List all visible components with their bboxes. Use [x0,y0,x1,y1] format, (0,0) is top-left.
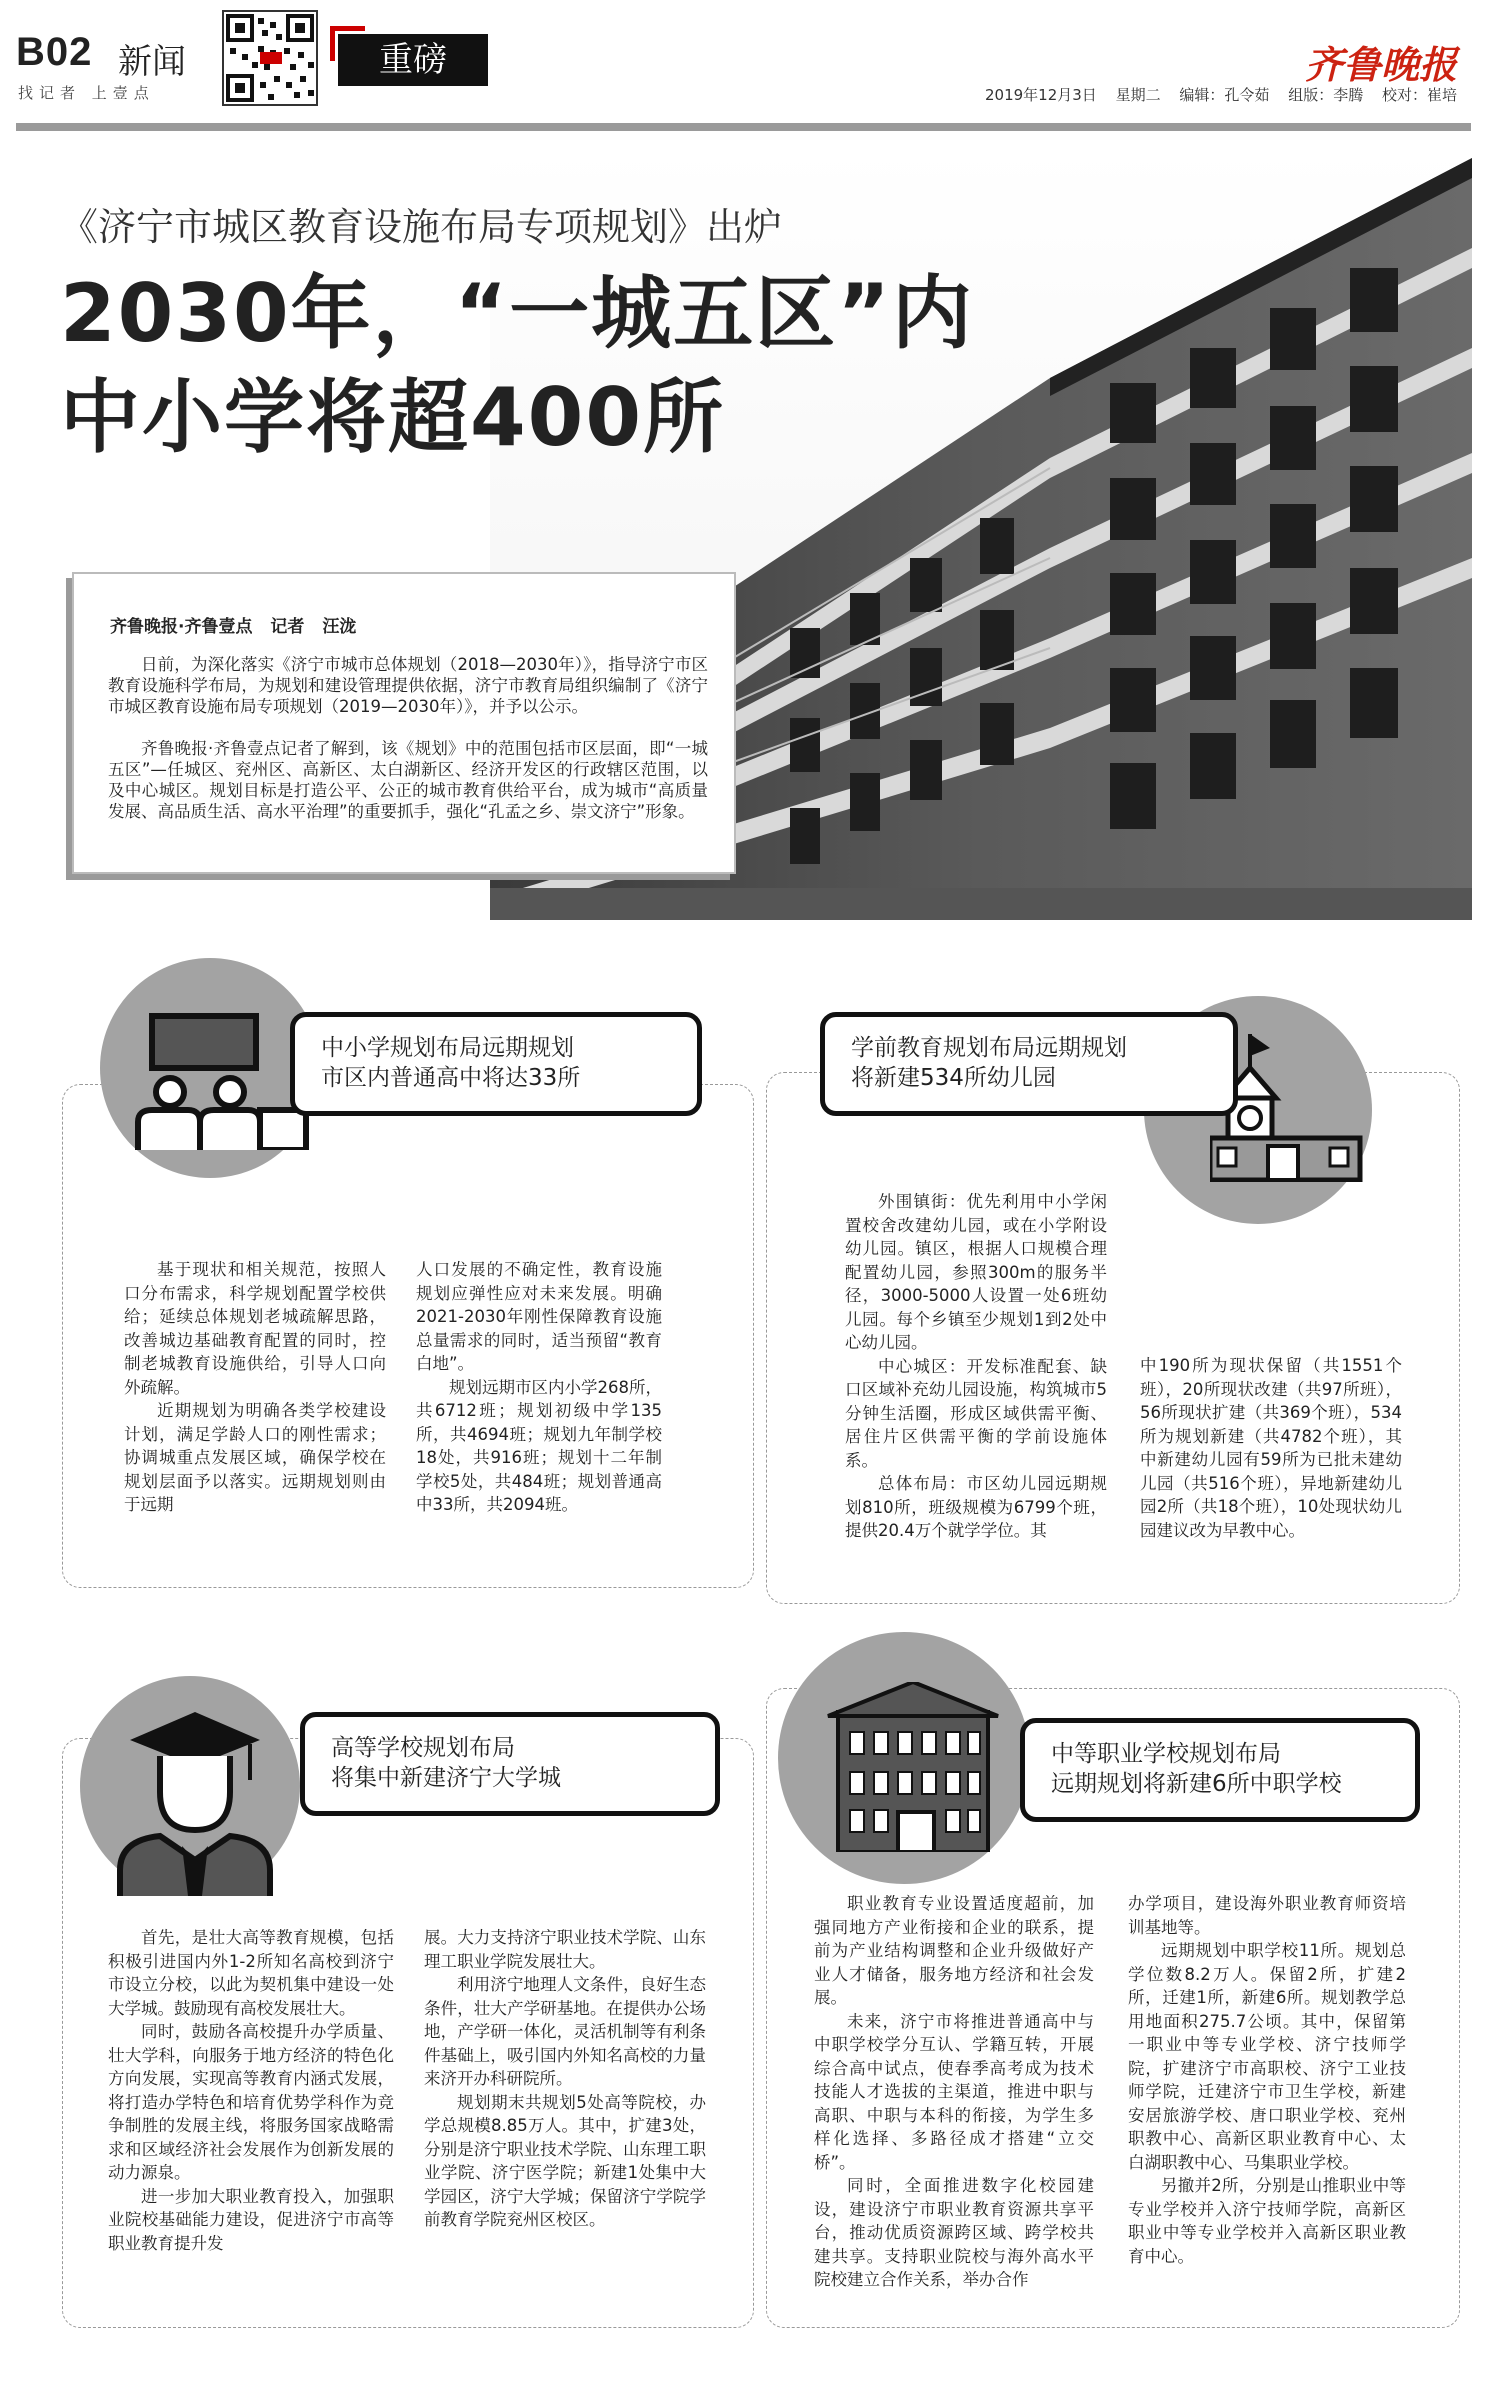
section-3-col2-para-1: 展。大力支持济宁职业技术学院、山东理工职业学院发展壮大。 [424,1928,706,1971]
article-headline [60,262,974,470]
section-tab [330,26,500,86]
section-4-col1-para-3: 同时，全面推进数字化校园建设，建设济宁市职业教育资源共享平台，推动优质资源跨区域、跨学校共建共享。支持职业院校与海外高水平院校建立合作关系，举办合作 [814,2176,1094,2289]
page-code: B02 [16,30,93,74]
section-4-title-line2: 远期规划将新建6所中职学校 [1051,1771,1342,1797]
section-2-col1-para-1: 外围镇街：优先利用中小学闲置校舍改建幼儿园，或在小学附设幼儿园。镇区，根据人口规模合理配置幼儿园，参照300m的服务半径，3000-5000人设置一处6班幼儿园。每个乡镇至少规划1到2处中心幼儿园。 [845,1192,1107,1352]
section-3-title-line2: 将集中新建济宁大学城 [331,1765,561,1791]
byline [110,612,368,637]
section-2-column-1 [845,1190,1107,1543]
section-title-bubble-1 [290,1012,702,1116]
byline-source: 齐鲁晚报·齐鲁壹点 [110,617,253,637]
byline-role: 记者 [270,617,305,637]
section-3-col1-para-2: 同时，鼓励各高校提升办学质量、壮大学科，向服务于地方经济的特色化方向发展，实现高等教育内涵式发展，将打造办学特色和培育优势学科作为竞争制胜的发展主线，将服务国家战略需求和区域经济社会发展作为创新发展的动力源泉。 [108,2022,394,2182]
byline-name: 汪泷 [322,617,357,637]
section-3-col2-para-3: 规划期末共规划5处高等院校，办学总规模8.85万人。其中，扩建3处，分别是济宁职业技术学院、山东理工职业学院、济宁医学院；新建1处集中大学园区，济宁大学城；保留济宁学院学前教育学院兖州区校区。 [424,2092,706,2229]
header-meta [971,84,1457,105]
section-1-col1-para-1: 基于现状和相关规范，按照人口分布需求，科学规划配置学校供给；延续总体规划老城疏解思路，改善城边基础教育配置的同时，控制老城教育设施供给，引导人口向外疏解。 [124,1260,386,1397]
section-3-col2-para-2: 利用济宁地理人文条件，良好生态条件，壮大产学研基地。在提供办公场地，产学研一体化，灵活机制等有利条件基础上，吸引国内外知名高校的力量来济开办科研院所。 [424,1975,706,2088]
section-2-col2-para-1: 中190所为现状保留（共1551个班），20所现状改建（共97所班），56所现状扩建（共369个班），534所为规划新建（共4782个班），其中新建幼儿园有59所为已批未建幼儿园（共516个班），异地新建幼儿园2所（共18个班），10处现状幼儿园建议改为早教中心。 [1140,1356,1402,1540]
classroom-icon [130,1010,310,1150]
editor-credit: 编辑：孔令茹 [1179,86,1270,104]
newspaper-logo: 齐鲁晚报 [1304,42,1457,87]
section-4-col2-para-2: 远期规划中职学校11所。规划总学位数8.2万人。保留2所，扩建2所，迁建1所，新建6所。规划教学总用地面积275.7公顷。其中，保留第一职业中等专业学校、济宁技师学院，扩建济宁市高职校、济宁工业技师学院，迁建济宁市卫生学校，新建安居旅游学校、唐口职业学校、兖州职教中心、高新区职业教育中心、太白湖职教中心、马集职业学校。 [1128,1941,1406,2172]
section-1-column-2 [416,1258,662,1517]
graduate-icon [110,1700,280,1896]
section-1-title-line2: 市区内普通高中将达33所 [321,1065,581,1091]
section-2-col1-para-2: 中心城区：开发标准配套、缺口区域补充幼儿园设施，构筑城市5分钟生活圈，形成区域供需平衡、居住片区供需平衡的学前设施体系。 [845,1356,1107,1470]
section-title-bubble-2 [820,1012,1238,1116]
issue-date: 2019年12月3日 [985,86,1097,104]
proof-credit: 校对：崔培 [1381,86,1457,104]
article-kicker: 《济宁市城区教育设施布局专项规划》出炉 [60,205,783,249]
layout-credit: 组版：李腾 [1288,86,1364,104]
section-4-title-line1: 中等职业学校规划布局 [1051,1741,1281,1767]
section-title-bubble-4 [1020,1718,1420,1822]
section-3-column-1 [108,1926,394,2255]
section-title-bubble-3 [300,1712,720,1816]
section-4-column-2 [1128,1892,1406,2268]
section-2-column-2 [1140,1354,1402,1542]
section-2-title-line1: 学前教育规划布局远期规划 [851,1035,1127,1061]
section-2-col1-para-3: 总体布局：市区幼儿园远期规划810所，班级规模为6799个班，提供20.4万个就学学位。其 [845,1474,1107,1540]
section-4-col1-para-1: 职业教育专业设置适度超前，加强同地方产业衔接和企业的联系，提前为产业结构调整和企业升级做好产业人才储备，服务地方经济和社会发展。 [814,1894,1094,2007]
section-tab-label: 重磅 [338,34,488,86]
section-4-col2-para-3: 另撤并2所，分别是山推职业中等专业学校并入济宁技师学院，高新区职业中等专业学校并入高新区职业教育中心。 [1128,2176,1406,2266]
headline-line-2: 中小学将超400所 [60,371,725,464]
section-2-title-line2: 将新建534所幼儿园 [851,1065,1056,1091]
section-3-col1-para-3: 进一步加大职业教育投入，加强职业院校基础能力建设，促进济宁市高等职业教育提升发 [108,2186,394,2253]
section-1-col2-para-2: 规划远期市区内小学268所，共6712班；规划初级中学135所，共4694班；规划九年制学校18处，共916班；规划十二年制学校5处，共484班；规划普通高中33所，共2094班。 [416,1377,662,1514]
qr-code-icon [224,12,316,104]
section-4-col1-para-2: 未来，济宁市将推进普通高中与中职学校学分互认、学籍互转，开展综合高中试点，使春季高考成为技术技能人才选拔的主渠道，推进中职与高职、中职与本科的衔接，为学生多样化选择、多路径成才搭建“立交桥”。 [814,2011,1094,2172]
lead-paragraph-1: 日前，为深化落实《济宁市城市总体规划（2018—2030年）》，指导济宁市区教育设施科学布局，为规划和建设管理提供依据，济宁市教育局组织编制了《济宁市城区教育设施布局专项规划（2019—2030年）》，并予以公示。 [108,655,708,716]
lead-box [72,572,736,874]
section-1-title-line1: 中小学规划布局远期规划 [321,1035,574,1061]
header-divider [16,123,1471,131]
issue-weekday: 星期二 [1115,86,1161,104]
lead-paragraph-2: 齐鲁晚报·齐鲁壹点记者了解到，该《规划》中的范围包括市区层面，即“一城五区”—任城区、兖州区、高新区、太白湖新区、经济开发区的行政辖区范围，以及中心城区。规划目标是打造公平、公正的城市教育供给平台，成为城市“高质量发展、高品质生活、高水平治理”的重要抓手，强化“孔孟之乡、崇文济宁”形象。 [108,739,708,821]
headline-line-1: 2030年，“一城五区”内 [60,267,974,360]
section-1-col1-para-2: 近期规划为明确各类学校建设计划，满足学龄人口的刚性需求；协调城重点发展区域，确保学校在规划层面予以落实。远期规划则由于远期 [124,1401,386,1514]
section-3-column-2 [424,1926,706,2232]
header-slogan: 找记者 上壹点 [18,84,155,102]
section-3-title-line1: 高等学校规划布局 [331,1735,515,1761]
section-1-col2-para-1: 人口发展的不确定性，教育设施规划应弹性应对未来发展。明确2021-2030年刚性保障教育设施总量需求的同时，适当预留“教育白地”。 [416,1260,662,1373]
school-building-icon [808,1682,1008,1852]
qr-code[interactable] [222,10,318,106]
section-4-column-1 [814,1892,1094,2292]
section-1-column-1 [124,1258,386,1517]
section-name: 新闻 [118,42,186,82]
section-4-col2-para-1: 办学项目，建设海外职业教育师资培训基地等。 [1128,1894,1406,1937]
section-3-col1-para-1: 首先，是壮大高等教育规模，包括积极引进国内外1-2所知名高校到济宁市设立分校，以此为契机集中建设一处大学城。鼓励现有高校发展壮大。 [108,1928,394,2018]
